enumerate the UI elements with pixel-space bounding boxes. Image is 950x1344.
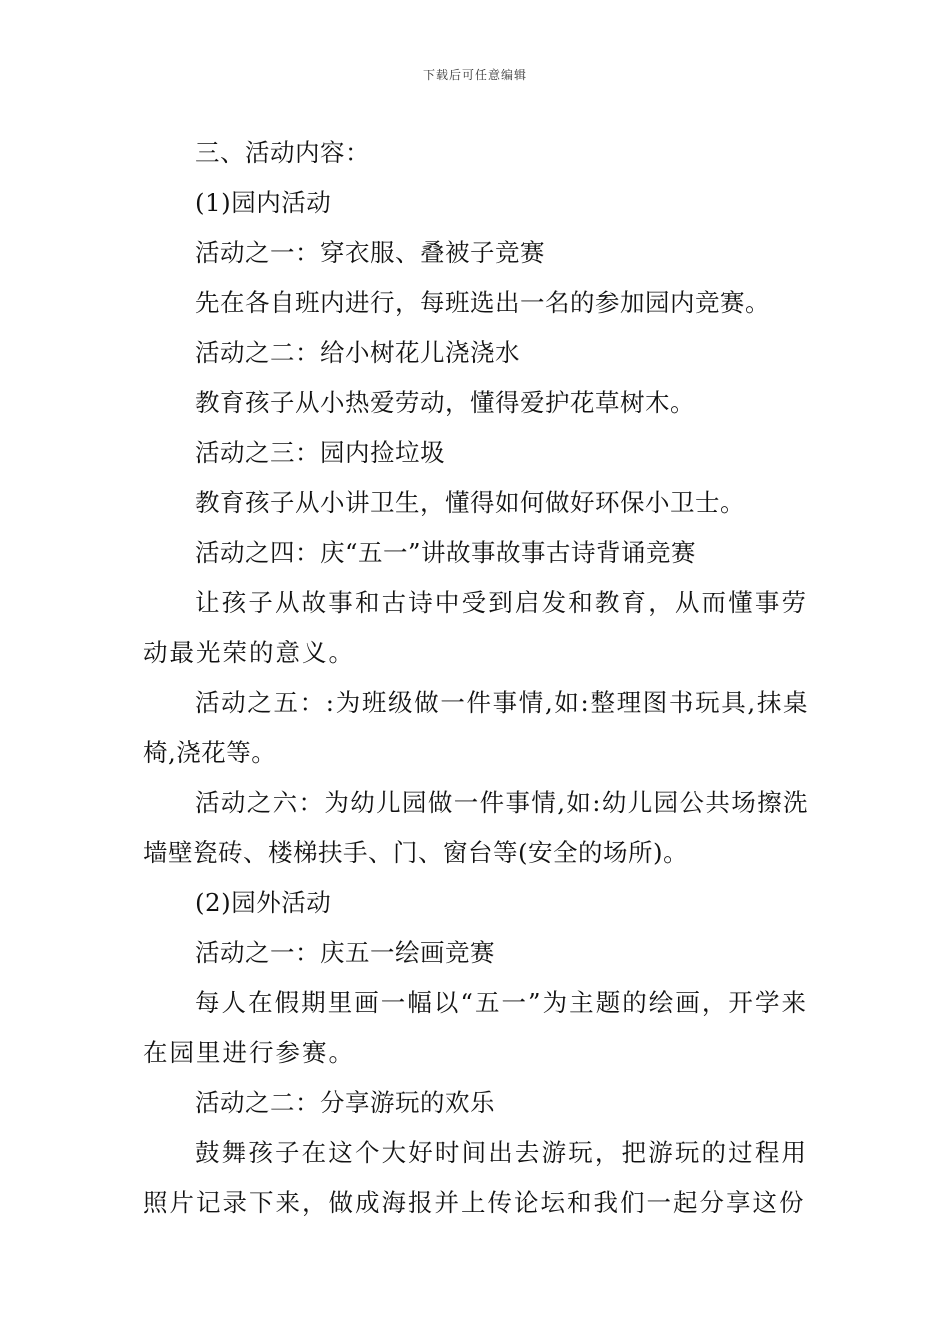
subsection-heading: (2)园外活动 <box>195 888 332 917</box>
activity-title: 活动之一：穿衣服、叠被子竞赛 <box>195 238 545 267</box>
document-body <box>143 128 808 1228</box>
activity-description: 教育孩子从小讲卫生，懂得如何做好环保小卫士。 <box>195 488 745 517</box>
activity-description: 每人在假期里画一幅以“五一”为主题的绘画，开学来在园里进行参赛。 <box>143 988 808 1067</box>
activity-title: 活动之三：园内捡垃圾 <box>195 438 445 467</box>
activity-title: 活动之二：给小树花儿浇浇水 <box>195 338 520 367</box>
activity-title: 活动之一：庆五一绘画竞赛 <box>195 938 495 967</box>
activity-title: 活动之二：分享游玩的欢乐 <box>195 1088 495 1117</box>
activity-description: 让孩子从故事和古诗中受到启发和教育，从而懂事劳动最光荣的意义。 <box>143 588 808 667</box>
subsection-heading: (1)园内活动 <box>195 188 332 217</box>
activity-description: 先在各自班内进行，每班选出一名的参加园内竞赛。 <box>195 288 770 317</box>
section-heading: 三、活动内容： <box>195 138 370 167</box>
page-header-note: 下载后可任意编辑 <box>422 68 527 82</box>
activity-description: 教育孩子从小热爱劳动，懂得爱护花草树木。 <box>195 388 695 417</box>
activity-title: 活动之五：:为班级做一件事情,如:整理图书玩具,抹桌椅,浇花等。 <box>143 688 808 767</box>
activity-title: 活动之六：为幼儿园做一件事情,如:幼儿园公共场擦洗墙壁瓷砖、楼梯扶手、门、窗台等(安全的场所)。 <box>143 788 808 867</box>
activity-title: 活动之四：庆“五一”讲故事故事古诗背诵竞赛 <box>195 538 697 567</box>
activity-description: 鼓舞孩子在这个大好时间出去游玩，把游玩的过程用照片记录下来，做成海报并上传论坛和我们一起分享这份 <box>143 1138 808 1217</box>
